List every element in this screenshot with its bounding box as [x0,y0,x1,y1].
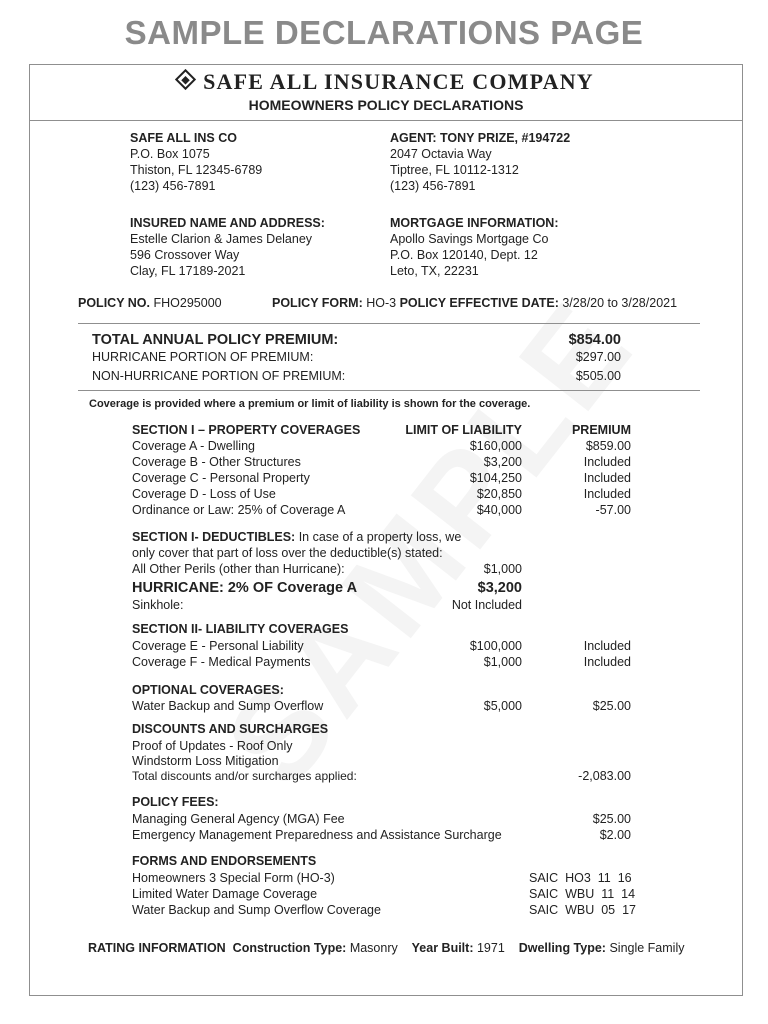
coverage-f-label: Coverage F - Medical Payments [132,655,311,669]
year-built-value: 1971 [476,941,505,955]
total-premium-value: $854.00 [568,332,621,348]
construction-type-value: Masonry [349,941,398,955]
deductibles-intro-text: In case of a property loss, we [298,530,462,544]
coverage-a-limit: $160,000 [469,439,522,453]
agent-phone: (123) 456-7891 [390,179,476,193]
coverage-e-limit: $100,000 [469,639,522,653]
fees-heading: POLICY FEES: [132,795,219,809]
declarations-header [29,64,743,121]
coverage-d-premium: Included [583,487,631,501]
discounts-total-value: -2,083.00 [578,769,631,783]
policy-number-line [78,295,222,311]
discount-roof-updates: Proof of Updates - Roof Only [132,739,293,753]
coverage-a-premium: $859.00 [585,439,631,453]
emergency-surcharge-value: $2.00 [599,828,631,842]
discounts-total-label: Total discounts and/or surcharges applied: [132,769,357,783]
mortgage-address-line1: P.O. Box 120140, Dept. 12 [390,248,538,262]
insurer-name: SAFE ALL INS CO [130,131,237,145]
coverage-b-limit: $3,200 [483,455,522,469]
divider-premium-bottom [78,390,700,391]
other-perils-value: $1,000 [483,562,522,576]
policy-form-label: POLICY FORM: [272,296,363,310]
construction-type-label: Construction Type: [232,941,347,955]
page-title: SAMPLE DECLARATIONS PAGE [124,14,644,51]
dwelling-type-label: Dwelling Type: [518,941,606,955]
water-backup-premium: $25.00 [592,699,631,713]
ordinance-law-premium: -57.00 [595,503,631,517]
coverage-b-premium: Included [583,455,631,469]
policy-number-value: FHO295000 [153,296,222,310]
section2-heading: SECTION II- LIABILITY COVERAGES [132,622,349,636]
hurricane-deductible-label: HURRICANE: 2% OF Coverage A [132,580,358,596]
form-limited-water-label: Limited Water Damage Coverage [132,887,318,901]
limit-of-liability-heading: LIMIT OF LIABILITY [405,423,522,437]
coverage-d-label: Coverage D - Loss of Use [132,487,276,501]
form-water-backup-label: Water Backup and Sump Overflow Coverage [132,903,381,917]
diamond-logo-icon [175,69,196,90]
mortgage-name: Apollo Savings Mortgage Co [390,232,549,246]
forms-heading: FORMS AND ENDORSEMENTS [132,854,317,868]
policy-effective-label: POLICY EFFECTIVE DATE: [399,296,559,310]
discount-windstorm-mitigation: Windstorm Loss Mitigation [132,754,279,768]
rating-heading: RATING INFORMATION [88,941,226,955]
coverage-note: Coverage is provided where a premium or limit of liability is shown for the coverage. [89,398,531,410]
hurricane-premium-label: HURRICANE PORTION OF PREMIUM: [92,350,314,364]
insured-address-line1: 596 Crossover Way [130,248,240,262]
hurricane-premium-value: $297.00 [575,350,621,364]
agent-address-line2: Tiptree, FL 10112-1312 [390,163,519,177]
coverage-f-limit: $1,000 [483,655,522,669]
deductibles-intro-line1 [132,529,461,545]
policy-form-value: HO-3 [366,296,397,310]
total-premium-label: TOTAL ANNUAL POLICY PREMIUM: [92,332,339,348]
coverage-a-label: Coverage A - Dwelling [132,439,255,453]
water-backup-limit: $5,000 [483,699,522,713]
insured-names: Estelle Clarion & James Delaney [130,232,313,246]
section1-heading: SECTION I – PROPERTY COVERAGES [132,423,361,437]
declarations-title: HOMEOWNERS POLICY DECLARATIONS [248,97,524,113]
company-line [29,69,743,95]
sinkhole-value: Not Included [451,598,522,612]
optional-heading: OPTIONAL COVERAGES: [132,683,284,697]
coverage-c-label: Coverage C - Personal Property [132,471,310,485]
policy-effective-value: 3/28/20 to 3/28/2021 [562,296,678,310]
sinkhole-label: Sinkhole: [132,598,184,612]
insurer-address-line1: P.O. Box 1075 [130,147,210,161]
insurer-address-line2: Thiston, FL 12345-6789 [130,163,263,177]
company-name: SAFE ALL INSURANCE COMPANY [203,69,594,94]
policy-number-label: POLICY NO. [78,296,151,310]
agent-address-line1: 2047 Octavia Way [390,147,492,161]
form-limited-water-code: SAIC WBU 11 14 [529,887,636,901]
coverage-e-premium: Included [583,639,631,653]
form-ho3-label: Homeowners 3 Special Form (HO-3) [132,871,335,885]
emergency-surcharge-label: Emergency Management Preparedness and Assistance Surcharge [132,828,502,842]
mortgage-heading: MORTGAGE INFORMATION: [390,216,559,230]
ordinance-law-limit: $40,000 [476,503,522,517]
form-ho3-code: SAIC HO3 11 16 [529,871,632,885]
coverage-c-premium: Included [583,471,631,485]
non-hurricane-premium-value: $505.00 [575,369,621,383]
coverage-e-label: Coverage E - Personal Liability [132,639,304,653]
coverage-b-label: Coverage B - Other Structures [132,455,301,469]
hurricane-deductible-value: $3,200 [477,580,522,596]
mga-fee-label: Managing General Agency (MGA) Fee [132,812,345,826]
mortgage-address-line2: Leto, TX, 22231 [390,264,479,278]
other-perils-label: All Other Perils (other than Hurricane): [132,562,345,576]
ordinance-law-label: Ordinance or Law: 25% of Coverage A [132,503,346,517]
policy-form-line [272,295,677,311]
deductibles-intro-line2: only cover that part of loss over the deductible(s) stated: [132,546,443,560]
discounts-heading: DISCOUNTS AND SURCHARGES [132,722,329,736]
coverage-d-limit: $20,850 [476,487,522,501]
mga-fee-value: $25.00 [592,812,631,826]
insured-heading: INSURED NAME AND ADDRESS: [130,216,325,230]
premium-heading: PREMIUM [571,423,631,437]
dwelling-type-value: Single Family [609,941,685,955]
deductibles-heading: SECTION I- DEDUCTIBLES: [132,530,296,544]
non-hurricane-premium-label: NON-HURRICANE PORTION OF PREMIUM: [92,369,346,383]
rating-information-line [88,940,684,956]
coverage-f-premium: Included [583,655,631,669]
year-built-label: Year Built: [411,941,474,955]
coverage-c-limit: $104,250 [469,471,522,485]
agent-heading: AGENT: TONY PRIZE, #194722 [390,131,571,145]
water-backup-label: Water Backup and Sump Overflow [132,699,324,713]
form-water-backup-code: SAIC WBU 05 17 [529,903,636,917]
divider-premium-top [78,323,700,324]
insurer-phone: (123) 456-7891 [130,179,216,193]
insured-address-line2: Clay, FL 17189-2021 [130,264,246,278]
